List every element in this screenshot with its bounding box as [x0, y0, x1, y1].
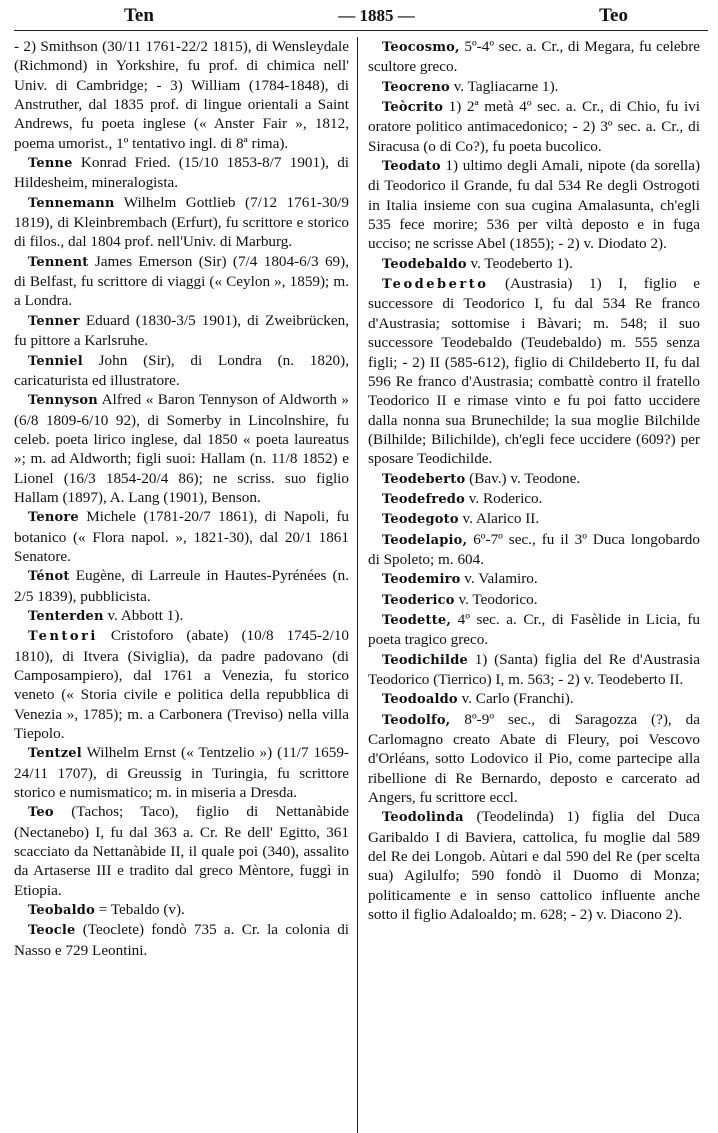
- entry-headword: Teoderico: [382, 592, 455, 608]
- entry-text: 4º sec. a. Cr., di Fasèlide in Licia, fu poeta tragico greco.: [368, 610, 700, 649]
- entry-text: 5º-4º sec. a. Cr., di Megara, fu celebre scultore greco.: [368, 38, 700, 76]
- dictionary-entry: [368, 37, 700, 77]
- dictionary-entry: [368, 689, 700, 709]
- dictionary-entry: [14, 802, 349, 900]
- entry-text: v. Alarico II.: [462, 510, 540, 528]
- dictionary-entry: [368, 807, 700, 924]
- entry-headword: Tenterden: [28, 608, 104, 624]
- entry-headword: Teodemiro: [382, 572, 461, 588]
- entry-text: v. Roderico.: [468, 489, 543, 507]
- entry-headword: Teodefredo: [382, 491, 465, 507]
- dictionary-entry: [14, 920, 349, 960]
- entry-headword: Tenne: [28, 156, 73, 172]
- entry-headword: Tentzel: [28, 746, 82, 762]
- dictionary-entry: [14, 153, 349, 193]
- entry-text: Eduard (1830-3/5 1901), di Zweibrücken, fu pittore a Karlsruhe.: [14, 311, 350, 350]
- dictionary-entry: [14, 390, 349, 507]
- entry-text: v. Tagliacarne 1).: [453, 77, 559, 95]
- dictionary-entry: [14, 193, 349, 252]
- entry-text: 1) 2ª metà 4º sec. a. Cr., di Chio, fu ivi oratore politico antimacedonico; - 2) 3º sec. a. Cr., di Siracusa (o di Co?), fu poeta bucolico.: [368, 98, 700, 155]
- dictionary-entry: [14, 566, 349, 606]
- dictionary-entry: [368, 97, 700, 156]
- dictionary-entry: [368, 610, 700, 650]
- entry-text: v. Teodorico.: [458, 590, 538, 608]
- entry-text: John (Sir), di Londra (n. 1820), caricaturista ed illustratore.: [14, 351, 349, 389]
- entry-headword: Teodolinda: [382, 810, 464, 826]
- page-header: [14, 2, 708, 31]
- entry-text: v. Teodeberto 1).: [470, 254, 573, 272]
- entry-text: (Bav.) v. Teodone.: [469, 469, 581, 487]
- entry-headword: Teodebaldo: [382, 256, 467, 272]
- entry-text: v. Valamiro.: [464, 570, 538, 588]
- entry-headword: Tentori: [28, 629, 98, 645]
- entry-text: James Emerson (Sir) (7/4 1804-6/3 69), di Belfast, fu scrittore di viaggi (« Ceylon », 1859); m. a Londra.: [14, 252, 349, 310]
- entry-headword: Teodette,: [382, 612, 452, 628]
- dictionary-entry: [368, 509, 700, 529]
- entry-text: 8º-9º sec., di Saragozza (?), da Carlomagno creato Abate di Fleury, poi Vescovo d'Orléans, sotto Lodovico il Pio, come partecipe alla ribellione di Re Bernardo, deposto e carcerato ad Angers, fu scrittore eccl.: [368, 710, 700, 807]
- entry-text: v. Carlo (Franchi).: [461, 690, 574, 708]
- dictionary-entry: [368, 590, 700, 610]
- dictionary-entry: [14, 626, 349, 743]
- entry-headword: Teodelapio,: [382, 532, 468, 548]
- entry-text: - 2) Smithson (30/11 1761-22/2 1815), di Wensleydale (Richmond) in Yorkshire, fu prof. di chimica nell' Univ. di Cambridge; - 3) William (1784-1848), di Anstruther, dal 1835 prof. di lingue orientali a Saint Andrews, fu poeta inglese (« Anster Fair », 1812, poema umorist., 1º tentativo ingl. di 8ª rima).: [14, 38, 349, 152]
- entry-text: 1) ultimo degli Amali, nipote (da sorella) di Teodorico il Grande, fu dal 534 Re degli Ostrogoti in Italia insieme con sua cugina Amalasunta, ch'egli 535 fece morire; 536 per viltà deposto e in fuga ucciso; ne scrisse Abel (1855); - 2) v. Diodato 2).: [368, 157, 700, 253]
- entry-headword: Teodegoto: [382, 512, 459, 528]
- entry-text: v. Abbott 1).: [107, 606, 184, 624]
- dictionary-entry: [368, 156, 700, 254]
- header-right-word: Teo: [599, 5, 628, 26]
- entry-text: Michele (1781-20/7 1861), di Napoli, fu botanico (« Flora napol. », 1821-30), dal 20/1 1861 Senatore.: [14, 508, 350, 565]
- dictionary-entry: [368, 489, 700, 509]
- entry-text: 6º-7º sec., fu il 3º Duca longobardo di Spoleto; m. 604.: [368, 530, 700, 568]
- right-column: [357, 37, 700, 1133]
- dictionary-entry: [368, 469, 700, 489]
- dictionary-entry: [14, 507, 349, 566]
- entry-text: (Tachos; Taco), figlio di Nettanàbide (Nectanebo) I, fu dal 363 a. Cr. Re dell' Egitto, 361 scacciato da Nettanàbide II, il quale poi (340), assalito da Artaserse III e tradito dal greco Mèntore, fuggì in Etiopia.: [14, 803, 349, 899]
- entry-headword: Tennyson: [28, 393, 98, 409]
- entry-headword: Teodeberto: [382, 471, 466, 487]
- entry-headword: Teo: [28, 805, 54, 821]
- dictionary-entry: [14, 252, 349, 311]
- dictionary-entry: [368, 710, 700, 808]
- dictionary-entry: [368, 569, 700, 589]
- dictionary-entry: [368, 650, 700, 690]
- entry-text: (Teodelinda) 1) figlia del Duca Garibaldo I di Baviera, cattolica, fu moglie dal 589 del Re dei Longob. Aùtari e dal 590 del Re (per scelta sua) Agilulfo; 590 fondò il Duomo di Monza; politicamente e in senso cattolico influente anche sotto il figlio Adaloaldo; m. 628; - 2) v. Diacono 2).: [368, 808, 700, 924]
- entry-headword: Teocosmo,: [382, 40, 460, 55]
- two-column-body: [14, 37, 708, 1133]
- entry-text: Konrad Fried. (15/10 1853-8/7 1901), di Hildesheim, mineralogista.: [14, 154, 350, 192]
- entry-headword: Tennent: [28, 254, 89, 270]
- entry-headword: Tenniel: [28, 353, 83, 369]
- dictionary-entry: [14, 743, 349, 802]
- entry-headword: Teòcrito: [382, 100, 444, 116]
- entry-text: 1) (Santa) figlia del Re d'Austrasia Teodorico (Tierrico) I, m. 563; - 2) v. Teodeberto II.: [368, 650, 700, 688]
- entry-headword: Teocreno: [382, 79, 450, 95]
- entry-headword: Teodeberto: [382, 277, 489, 293]
- entry-headword: Teodato: [382, 159, 441, 175]
- entry-text: = Tebaldo (v).: [98, 901, 185, 919]
- page-number: — 1885 —: [338, 6, 415, 25]
- entry-headword: Tennemann: [28, 195, 115, 211]
- entry-text: Eugène, di Larreule in Hautes-Pyrénées (n. 2/5 1839), pubblicista.: [14, 567, 350, 605]
- header-left-word: Ten: [124, 5, 154, 26]
- entry-text: Alfred « Baron Tennyson of Aldworth » (6/8 1809-6/10 92), di Somerby in Lincolnshire, fu celeb. poeta lirico inglese, dal 1850 « poeta laureatus »; m. ad Aldworth; figli suoi: Hallam (n. 11/8 1852) e Lionel (16/3 1854-20/4 86); ne scriss. suo figlio Hallam (1897), A. Lang (1901), Benson.: [14, 391, 349, 506]
- entry-text: Wilhelm Gottlieb (7/12 1761-30/9 1819), di Kleinbrembach (Erfurt), fu scrittore e storico di filos., dal 1804 prof. nell'Univ. di Marburg.: [14, 193, 349, 251]
- entry-headword: Teobaldo: [28, 903, 95, 919]
- dictionary-entry: [14, 606, 349, 626]
- dictionary-entry: [368, 274, 700, 468]
- entry-text: (Teoclete) fondò 735 a. Cr. la colonia di Nasso e 729 Leontini.: [14, 921, 350, 959]
- entry-headword: Teocle: [28, 923, 76, 939]
- dictionary-entry: [14, 311, 349, 351]
- entry-headword: Teodoaldo: [382, 692, 458, 708]
- entry-headword: Tenore: [28, 510, 79, 526]
- entry-headword: Ténot: [28, 569, 70, 585]
- left-column: [14, 37, 357, 1133]
- entry-headword: Teodichilde: [382, 652, 468, 668]
- entry-headword: Tenner: [28, 313, 80, 329]
- entry-text: Wilhelm Ernst (« Tentzelio ») (11/7 1659-24/11 1707), di Greussig in Turingia, fu scrittore storico e numismatico; m. in miseria a Dresda.: [14, 744, 349, 802]
- dictionary-entry: [368, 254, 700, 274]
- entry-text: (Austrasia) 1) I, figlio e successore di Teodorico I, fu dal 534 Re franco d'Austrasia; sottomise i Bàvari; m. 548; il suo successore Teodebaldo (Teudebaldo) m. 555 senza figli; - 2) II (585-612), figlio di Childeberto II, fu dal 596 Re franco d'Austrasia; combattè contro il fratello Teodorico II e rimase vinto e fu poi fatto uccidere dalla nonna sua Brunechilde; la sua moglie Bilchilde (Bilhilde; Bilichilde), ch'egli fece uccidere (609?) per sposare Teodichilde.: [368, 275, 700, 468]
- entry-text: Cristoforo (abate) (10/8 1745-2/10 1810), di Itvera (Siviglia), da padre padovano (di Camposampiero), dal 1761 a Venezia, fu storico veneto (« Storia civile e politica della repubblica di Venezia », 1785); m. a Carbonera (Treviso) nella villa Tiepolo.: [14, 627, 350, 743]
- dictionary-entry: [368, 77, 700, 97]
- dictionary-entry: [368, 530, 700, 570]
- entry-headword: Teodolfo,: [382, 712, 451, 728]
- dictionary-entry: [14, 351, 349, 391]
- dictionary-entry: [14, 900, 349, 920]
- dictionary-entry: [14, 37, 349, 153]
